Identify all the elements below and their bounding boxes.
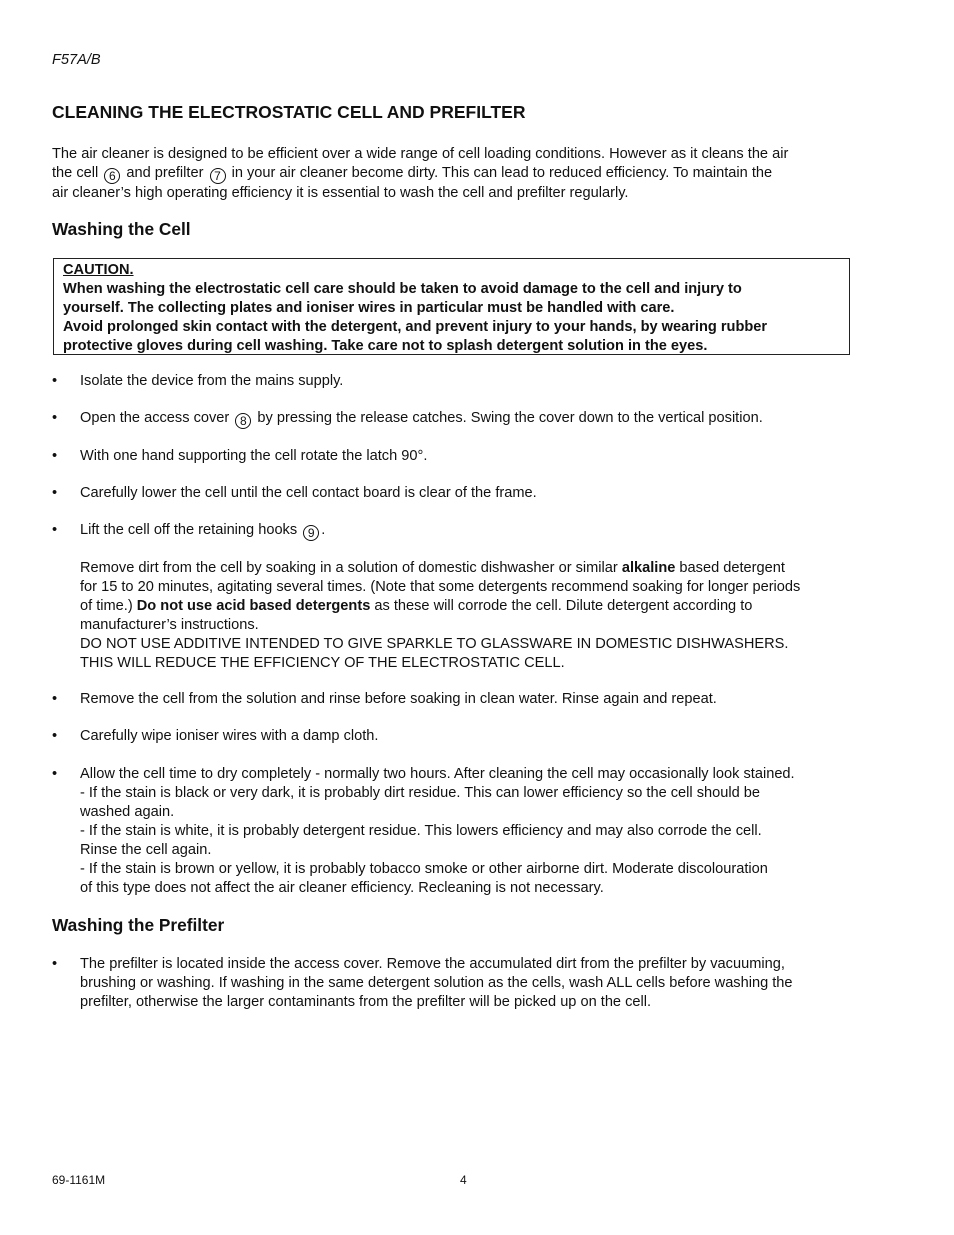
washing-prefilter-title: Washing the Prefilter (52, 915, 225, 935)
list-item-text: Allow the cell time to dry completely - normally two hours. After cleaning the cell may occasionally look stained. (80, 766, 795, 782)
intro-paragraph (52, 145, 852, 203)
list-item: • Remove the cell from the solution and rinse before soaking in clean water. Rinse again and repeat. (52, 691, 717, 707)
soak-line: for 15 to 20 minutes, agitating several times. (Note that some detergents recommend soaking for longer periods (80, 579, 801, 595)
bullet-icon: • (52, 956, 58, 972)
document-number: 69-1161M (52, 1173, 106, 1187)
page-number: 4 (460, 1173, 467, 1187)
bullet-icon: • (52, 373, 58, 389)
bullet-icon: • (52, 485, 58, 501)
list-item-text: Rinse the cell again. (80, 842, 212, 858)
emphasis-acid-warning: Do not use acid based detergents (136, 598, 371, 614)
intro-line-3: air cleaner’s high operating efficiency it is essential to wash the cell and prefilter regularly. (52, 185, 629, 201)
list-item-text: - If the stain is black or very dark, it is probably dirt residue. This can lower efficiency so the cell should be (80, 785, 761, 801)
caution-line: yourself. The collecting plates and ioniser wires in particular must be handled with care. (63, 300, 675, 316)
list-item-text: brushing or washing. If washing in the same detergent solution as the cells, wash ALL cells before washing the (80, 975, 793, 991)
list-item-text: . (321, 522, 326, 538)
bullet-icon: • (52, 691, 58, 707)
list-item: • With one hand supporting the cell rotate the latch 90°. (52, 448, 428, 464)
list-item: • Carefully lower the cell until the cell contact board is clear of the frame. (52, 485, 537, 501)
list-item-text: washed again. (80, 804, 175, 820)
caution-line: When washing the electrostatic cell care should be taken to avoid damage to the cell and injury to (63, 281, 742, 297)
bullet-icon: • (52, 448, 58, 464)
bullet-icon: • (52, 410, 58, 426)
list-item-text: prefilter, otherwise the larger contaminants from the prefilter will be picked up on the cell. (80, 994, 652, 1010)
ref-number-icon: 6 (104, 168, 120, 184)
bullet-icon: • (52, 766, 58, 782)
emphasis-alkaline: alkaline (621, 560, 676, 576)
list-item-text: - If the stain is brown or yellow, it is probably tobacco smoke or other airborne dirt. Moderate discolouration (80, 861, 768, 877)
list-item-text: of this type does not affect the air cleaner efficiency. Recleaning is not necessary. (80, 880, 604, 896)
caution-line: protective gloves during cell washing. Take care not to splash detergent solution in the eyes. (63, 338, 708, 354)
washing-cell-title: Washing the Cell (52, 219, 191, 239)
caution-label: CAUTION. (63, 262, 134, 278)
section-title: CLEANING THE ELECTROSTATIC CELL AND PREFILTER (52, 102, 526, 122)
list-item (52, 521, 852, 541)
soak-line: DO NOT USE ADDITIVE INTENDED TO GIVE SPARKLE TO GLASSWARE IN DOMESTIC DISHWASHERS. (80, 636, 789, 652)
intro-text: the cell (52, 165, 99, 181)
intro-line-2 (52, 164, 852, 184)
soak-line: THIS WILL REDUCE THE EFFICIENCY OF THE ELECTROSTATIC CELL. (80, 655, 565, 671)
caution-line: Avoid prolonged skin contact with the detergent, and prevent injury to your hands, by wearing rubber (63, 319, 768, 335)
list-item (52, 409, 852, 429)
bullet-icon: • (52, 522, 58, 538)
list-item-text: - If the stain is white, it is probably detergent residue. This lowers efficiency and may also corrode the cell. (80, 823, 762, 839)
intro-text: and prefilter (126, 165, 204, 181)
bullet-icon: • (52, 728, 58, 744)
document-code: F57A/B (52, 52, 101, 68)
soak-line: manufacturer’s instructions. (80, 617, 259, 633)
list-item-text: Lift the cell off the retaining hooks (80, 522, 298, 538)
intro-line-1: The air cleaner is designed to be efficient over a wide range of cell loading conditions. However as it cleans the air (52, 146, 789, 162)
list-item-text: Open the access cover (80, 410, 230, 426)
list-item: • Isolate the device from the mains supply. (52, 373, 344, 389)
intro-text: in your air cleaner become dirty. This can lead to reduced efficiency. To maintain the (231, 165, 773, 181)
list-item-text: The prefilter is located inside the access cover. Remove the accumulated dirt from the prefilter by vacuuming, (80, 956, 785, 972)
list-item: • Carefully wipe ioniser wires with a damp cloth. (52, 728, 379, 744)
list-item (52, 765, 852, 898)
caution-box (53, 258, 850, 355)
soak-instructions (80, 559, 852, 673)
list-item-text: by pressing the release catches. Swing the cover down to the vertical position. (257, 410, 763, 426)
soak-line: of time.) Do not use acid based detergents as these will corrode the cell. Dilute detergent according to (80, 598, 753, 614)
soak-line: Remove dirt from the cell by soaking in a solution of domestic dishwasher or similar alkaline based detergent (80, 560, 785, 576)
ref-number-icon: 7 (210, 168, 226, 184)
list-item (52, 955, 852, 1012)
ref-number-icon: 9 (303, 525, 319, 541)
ref-number-icon: 8 (235, 413, 251, 429)
